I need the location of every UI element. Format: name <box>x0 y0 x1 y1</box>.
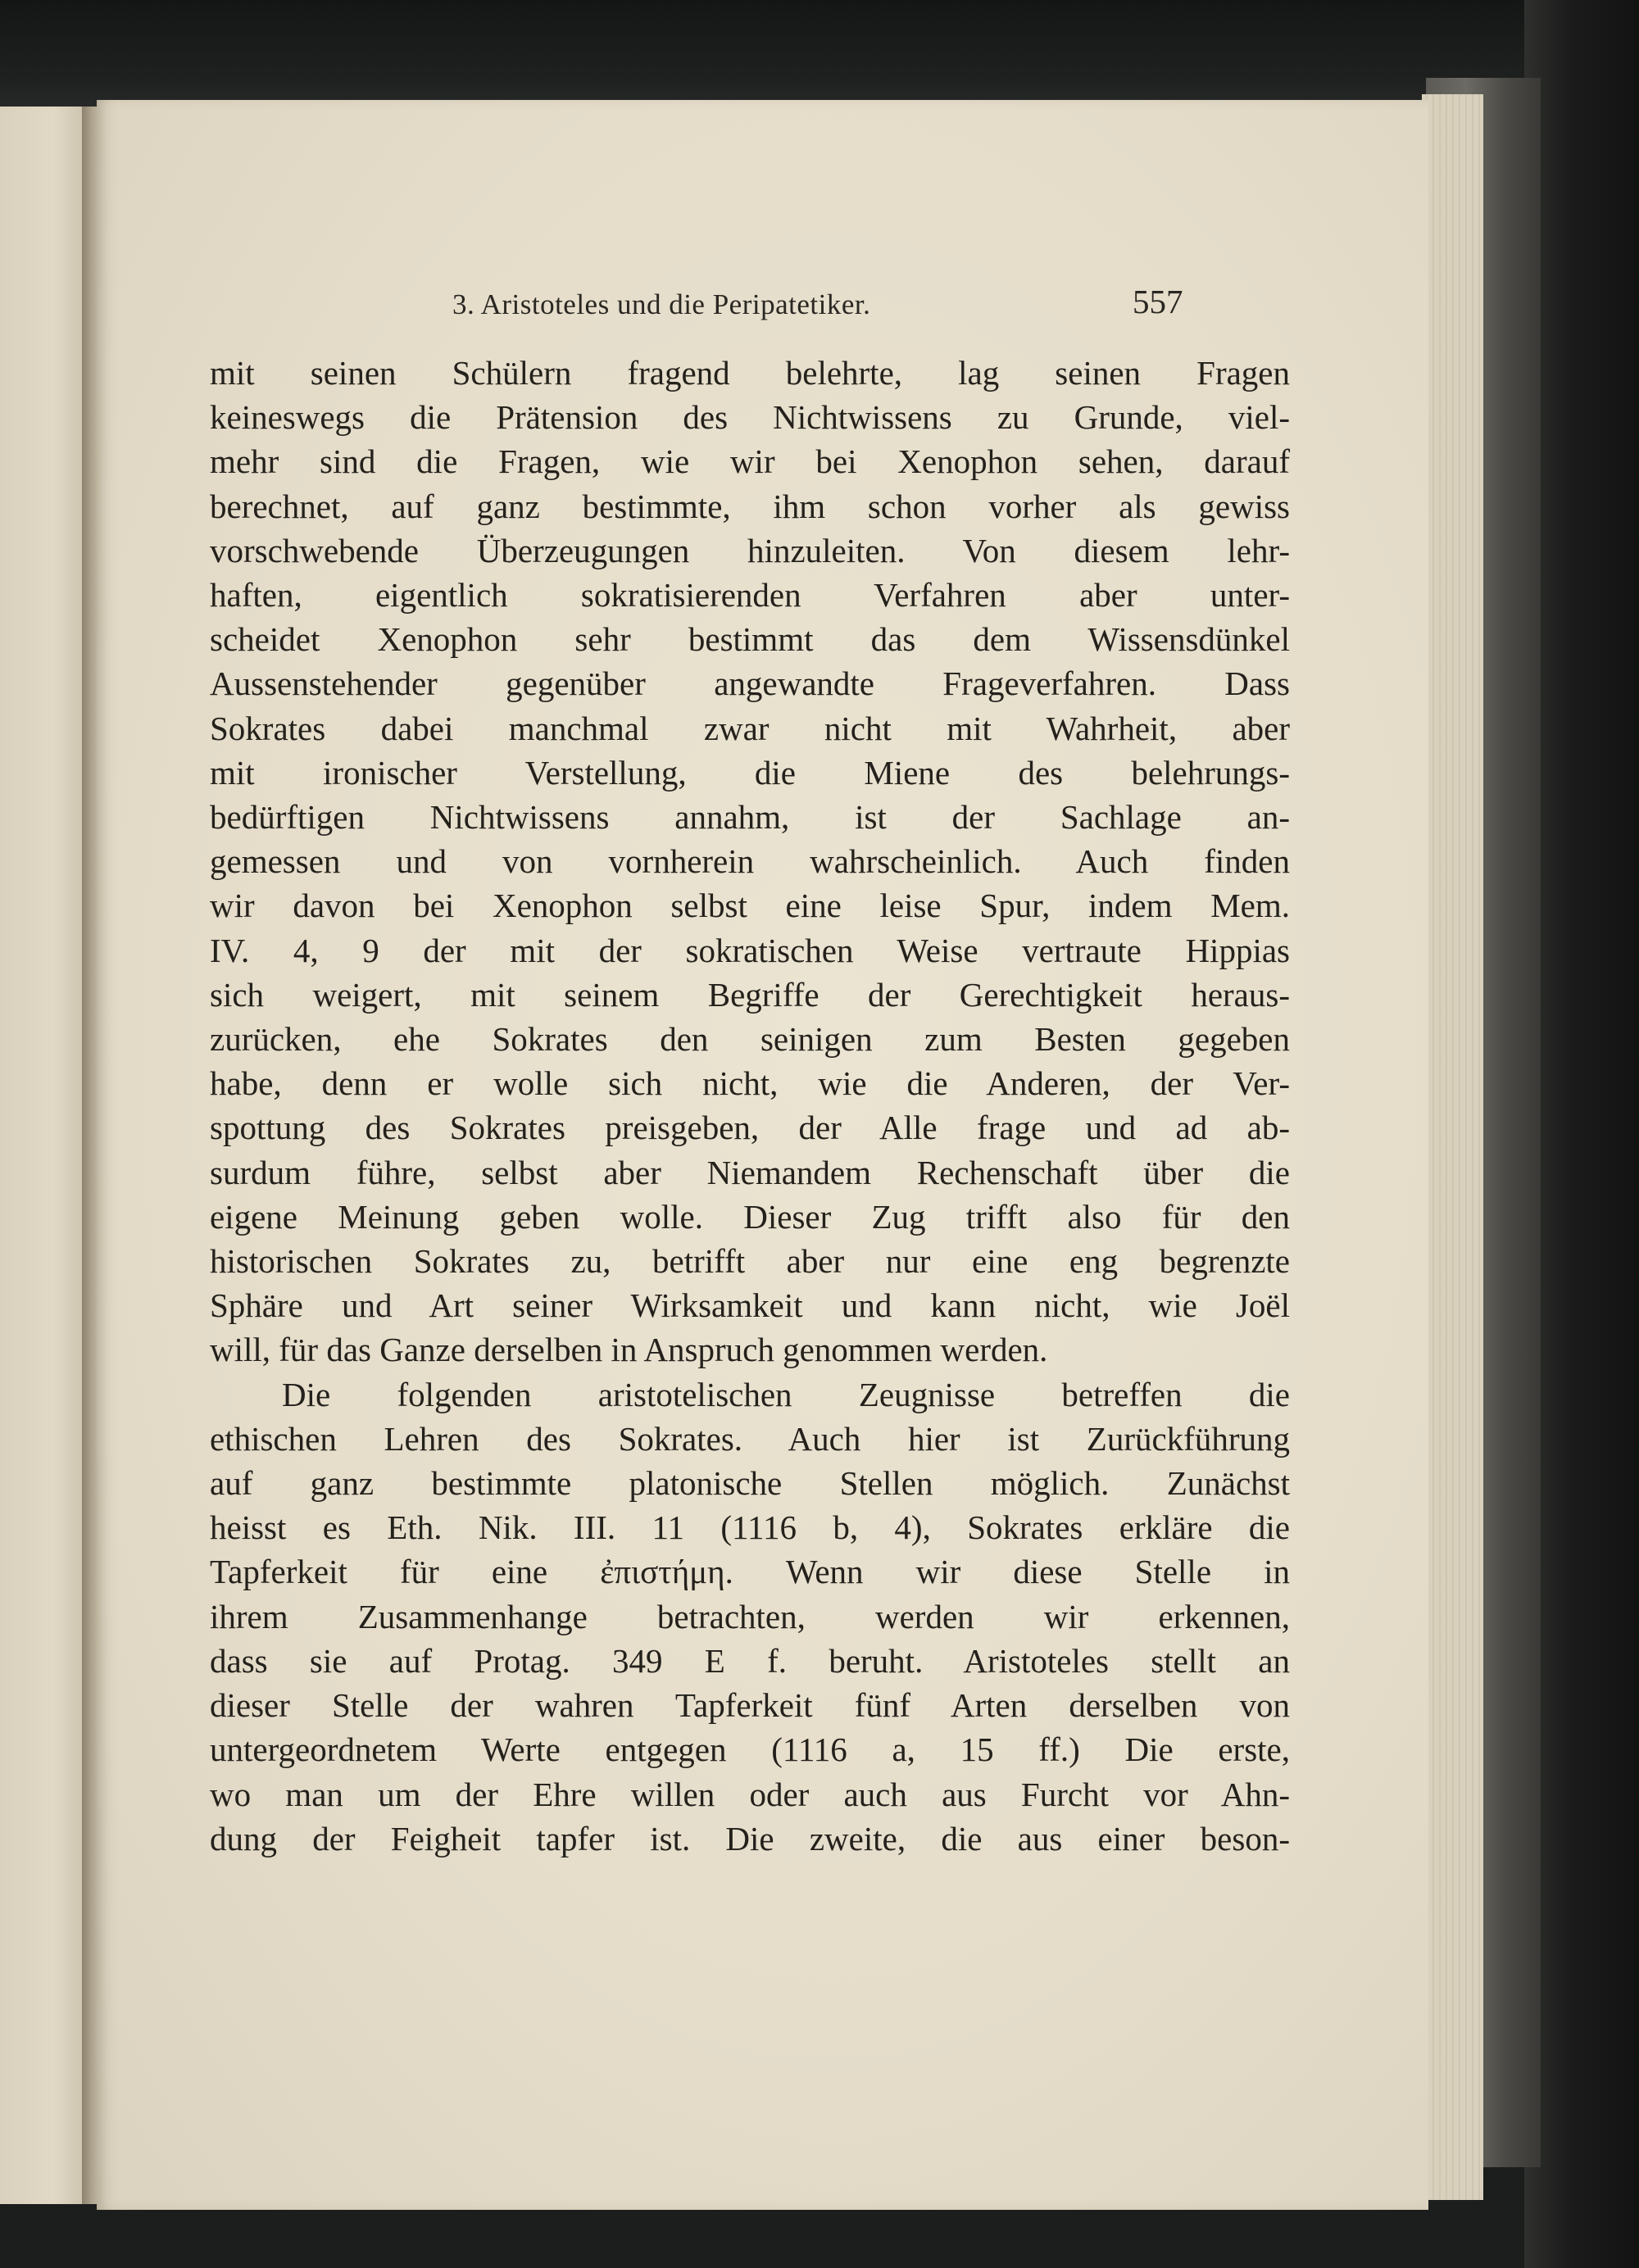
text-line: auf ganz bestimmte platonische Stellen möglich. Zunächst <box>210 1464 1290 1503</box>
text-line: scheidet Xenophon sehr bestimmt das dem Wissensdünkel <box>210 620 1290 659</box>
text-line: Aussenstehender gegenüber angewandte Frageverfahren. Dass <box>210 665 1290 703</box>
book-cover-top <box>0 0 1639 115</box>
text-line: vorschwebende Überzeugungen hinzuleiten. Von diesem lehr- <box>210 531 1290 569</box>
text-line: dung der Feigheit tapfer ist. Die zweite, die aus einer beson- <box>210 1819 1290 1857</box>
text-line: haften, eigentlich sokratisierenden Verfahren aber unter- <box>210 576 1290 615</box>
text-line: spottung des Sokrates preisgeben, der Alle frage und ad ab- <box>210 1109 1290 1147</box>
text-line: Tapferkeit für eine ἐπιστήμη. Wenn wir diese Stelle in <box>210 1553 1290 1591</box>
text-line: berechnet, auf ganz bestimmte, ihm schon vorher als gewiss <box>210 487 1290 525</box>
text-line: ethischen Lehren des Sokrates. Auch hier ist Zurückführung <box>210 1419 1290 1458</box>
text-line: surdum führe, selbst aber Niemandem Rechenschaft über die <box>210 1153 1290 1191</box>
book-page <box>97 100 1428 2210</box>
text-line: untergeordnetem Werte entgegen (1116 a, 15 ff.) Die erste, <box>210 1730 1290 1769</box>
running-head: 3. Aristoteles und die Peripatetiker. <box>452 288 871 320</box>
page-number: 557 <box>1133 283 1183 320</box>
text-line: dieser Stelle der wahren Tapferkeit fünf Arten derselben von <box>210 1686 1290 1725</box>
text-line: will, für das Ganze derselben in Anspruch genommen werden. <box>210 1331 1048 1369</box>
text-line: Sokrates dabei manchmal zwar nicht mit Wahrheit, aber <box>210 709 1290 747</box>
body-text <box>210 351 1290 1861</box>
text-line: wir davon bei Xenophon selbst eine leise Spur, indem Mem. <box>210 887 1290 925</box>
text-line: IV. 4, 9 der mit der sokratischen Weise vertraute Hippias <box>210 931 1290 969</box>
text-line: wo man um der Ehre willen oder auch aus Furcht vor Ahn- <box>210 1775 1290 1813</box>
text-line: mit ironischer Verstellung, die Miene des belehrungs- <box>210 753 1290 792</box>
text-line: dass sie auf Protag. 349 E f. beruht. Aristoteles stellt an <box>210 1641 1290 1680</box>
text-line: sich weigert, mit seinem Begriffe der Gerechtigkeit heraus- <box>210 975 1290 1014</box>
text-line: Sphäre und Art seiner Wirksamkeit und kann nicht, wie Joël <box>210 1286 1290 1325</box>
text-line: historischen Sokrates zu, betrifft aber nur eine eng begrenzte <box>210 1242 1290 1281</box>
text-line: ihrem Zusammenhange betrachten, werden wir erkennen, <box>210 1597 1290 1635</box>
page-header <box>97 283 1428 346</box>
text-line: gemessen und von vornherein wahrscheinlich. Auch finden <box>210 842 1290 881</box>
text-line: bedürftigen Nichtwissens annahm, ist der Sachlage an- <box>210 798 1290 837</box>
text-line: heisst es Eth. Nik. III. 11 (1116 b, 4), Sokrates erkläre die <box>210 1508 1290 1547</box>
text-line: habe, denn er wolle sich nicht, wie die Anderen, der Ver- <box>210 1064 1290 1103</box>
text-line: keineswegs die Prätension des Nichtwissens zu Grunde, viel- <box>210 398 1290 437</box>
text-line: mehr sind die Fragen, wie wir bei Xenophon sehen, darauf <box>210 442 1290 481</box>
text-line: mit seinen Schülern fragend belehrte, lag seinen Fragen <box>210 354 1290 392</box>
paragraph-first-line: Die folgenden aristotelischen Zeugnisse betreffen die <box>282 1375 1290 1413</box>
text-line: eigene Meinung geben wolle. Dieser Zug trifft also für den <box>210 1197 1290 1236</box>
book-cover-right <box>1524 0 1639 2268</box>
page-block-edge <box>1422 94 1483 2200</box>
text-line: zurücken, ehe Sokrates den seinigen zum Besten gegeben <box>210 1020 1290 1059</box>
